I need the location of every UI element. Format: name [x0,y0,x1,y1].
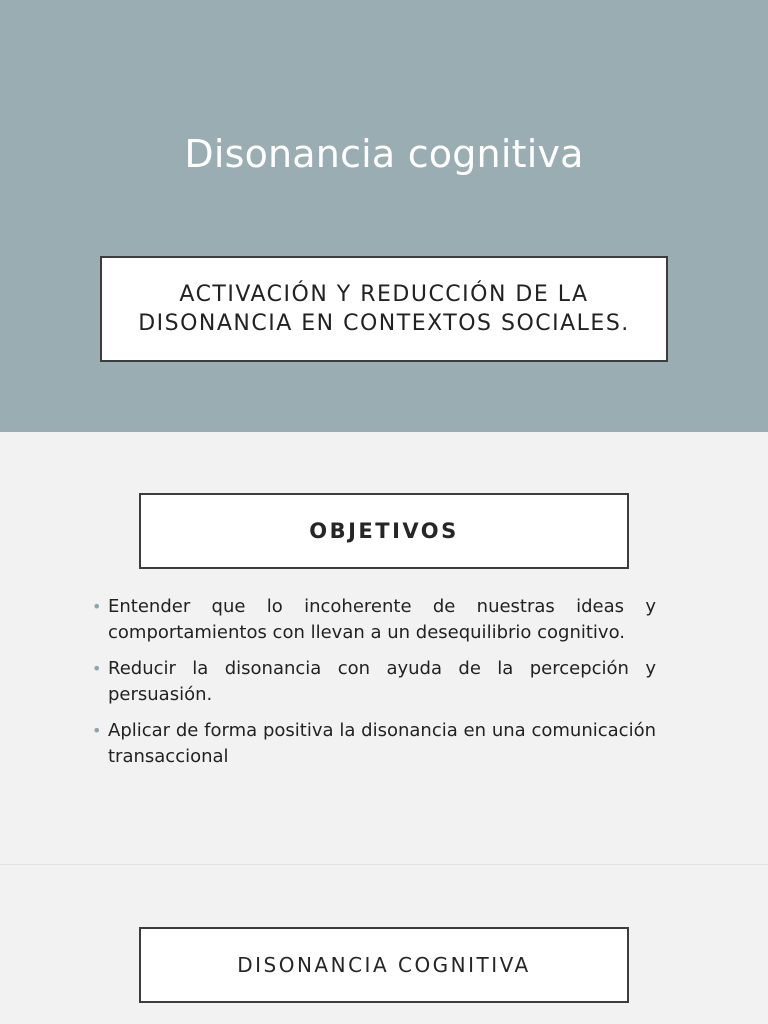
objectives-heading: OBJETIVOS [309,519,459,543]
list-item-text: Aplicar de forma positiva la disonancia en una comunicación transaccional [108,720,656,767]
list-item [90,656,656,708]
objectives-heading-box [139,493,629,569]
list-item [90,718,656,770]
bullet-dot-icon: • [92,659,102,678]
subtitle-box [100,256,668,362]
list-item-text: Entender que lo incoherente de nuestras ideas y comportamientos con llevan a un desequilibrio cognitivo. [108,596,656,643]
list-item [90,594,656,646]
objectives-list [90,594,656,780]
section-heading: DISONANCIA COGNITIVA [237,953,531,977]
section-heading-box [139,927,629,1003]
bullet-dot-icon: • [92,597,102,616]
section-slide [0,864,768,1024]
bullet-dot-icon: • [92,721,102,740]
slide-subtitle: ACTIVACIÓN Y REDUCCIÓN DE LA DISONANCIA EN CONTEXTOS SOCIALES. [138,282,630,336]
slide-title: Disonancia cognitiva [184,132,584,176]
list-item-text: Reducir la disonancia con ayuda de la percepción y persuasión. [108,658,656,705]
title-slide [0,0,768,432]
objectives-slide [0,432,768,864]
